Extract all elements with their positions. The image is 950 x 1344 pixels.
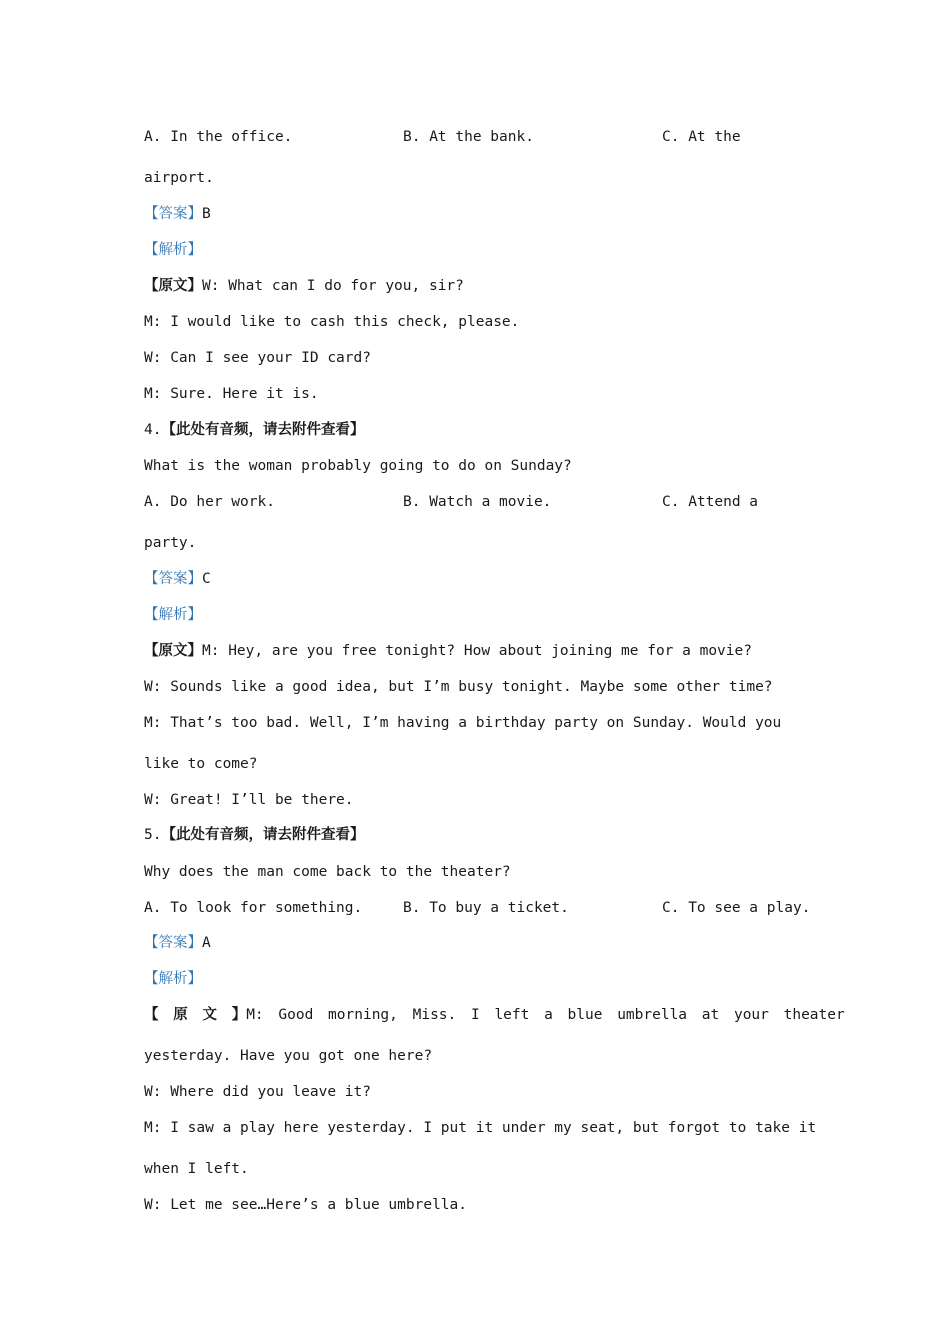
- transcript-line: M: I saw a play here yesterday. I put it under my seat, but forgot to take it: [144, 1120, 817, 1136]
- audio-note: 【此处有音频，请去附件查看】: [161, 827, 365, 843]
- document-page: [144, 0, 845, 1344]
- answer-value: C: [202, 571, 211, 587]
- transcript-line: W: What can I do for you, sir?: [202, 278, 464, 294]
- transcript-line: W: Great! I’ll be there.: [144, 792, 354, 808]
- q5-option-b: B. To buy a ticket.: [403, 900, 569, 916]
- transcript-line: W: Can I see your ID card?: [144, 350, 371, 366]
- q5-option-a: A. To look for something.: [144, 900, 363, 916]
- transcript-line: W: Where did you leave it?: [144, 1084, 371, 1100]
- answer-value: B: [202, 206, 211, 222]
- q3-transcript-first: [144, 276, 464, 296]
- audio-note: 【此处有音频，请去附件查看】: [161, 422, 365, 438]
- transcript-line: W: Let me see…Here’s a blue umbrella.: [144, 1197, 468, 1213]
- q3-answer: [144, 204, 211, 224]
- transcript-line: M: Hey, are you free tonight? How about joining me for a movie?: [202, 643, 752, 659]
- q4-question: What is the woman probably going to do on Sunday?: [144, 458, 572, 474]
- q3-option-c: C. At the: [662, 129, 741, 145]
- q4-answer: [144, 569, 211, 589]
- q5-option-c: C. To see a play.: [662, 900, 811, 916]
- transcript-tag: 【原文】: [144, 278, 202, 294]
- transcript-tag: 【原文】: [144, 643, 202, 659]
- answer-tag: 【答案】: [144, 935, 202, 951]
- q4-option-c-wrap: party.: [144, 535, 197, 551]
- q4-option-a: A. Do her work.: [144, 494, 275, 510]
- q4-option-b: B. Watch a movie.: [403, 494, 552, 510]
- transcript-line: yesterday. Have you got one here?: [144, 1048, 433, 1064]
- q4-option-c: C. Attend a: [662, 494, 759, 510]
- q5-analysis-tag: 【解析】: [144, 971, 202, 987]
- answer-tag: 【答案】: [144, 571, 202, 587]
- transcript-line: when I left.: [144, 1161, 249, 1177]
- q5-header: [144, 825, 364, 845]
- answer-value: A: [202, 935, 211, 951]
- transcript-line: M: Good morning, Miss. I left a blue umbrella at your theater: [246, 1007, 845, 1023]
- q5-question: Why does the man come back to the theater?: [144, 864, 511, 880]
- question-number: 5.: [144, 827, 162, 843]
- q3-option-a: A. In the office.: [144, 129, 293, 145]
- answer-tag: 【答案】: [144, 206, 202, 222]
- transcript-line: like to come?: [144, 756, 258, 772]
- q3-option-c-wrap: airport.: [144, 170, 214, 186]
- transcript-tag: 【 原 文 】: [144, 1007, 247, 1023]
- q5-answer: [144, 933, 211, 953]
- q4-analysis-tag: 【解析】: [144, 607, 202, 623]
- transcript-line: M: That’s too bad. Well, I’m having a birthday party on Sunday. Would you: [144, 715, 782, 731]
- q5-transcript-first: [144, 1005, 845, 1025]
- q4-transcript-first: [144, 641, 752, 661]
- transcript-line: M: I would like to cash this check, please.: [144, 314, 520, 330]
- transcript-line: M: Sure. Here it is.: [144, 386, 319, 402]
- question-number: 4.: [144, 422, 162, 438]
- q3-analysis-tag: 【解析】: [144, 242, 202, 258]
- q3-option-b: B. At the bank.: [403, 129, 534, 145]
- q4-header: [144, 420, 364, 440]
- transcript-line: W: Sounds like a good idea, but I’m busy tonight. Maybe some other time?: [144, 679, 773, 695]
